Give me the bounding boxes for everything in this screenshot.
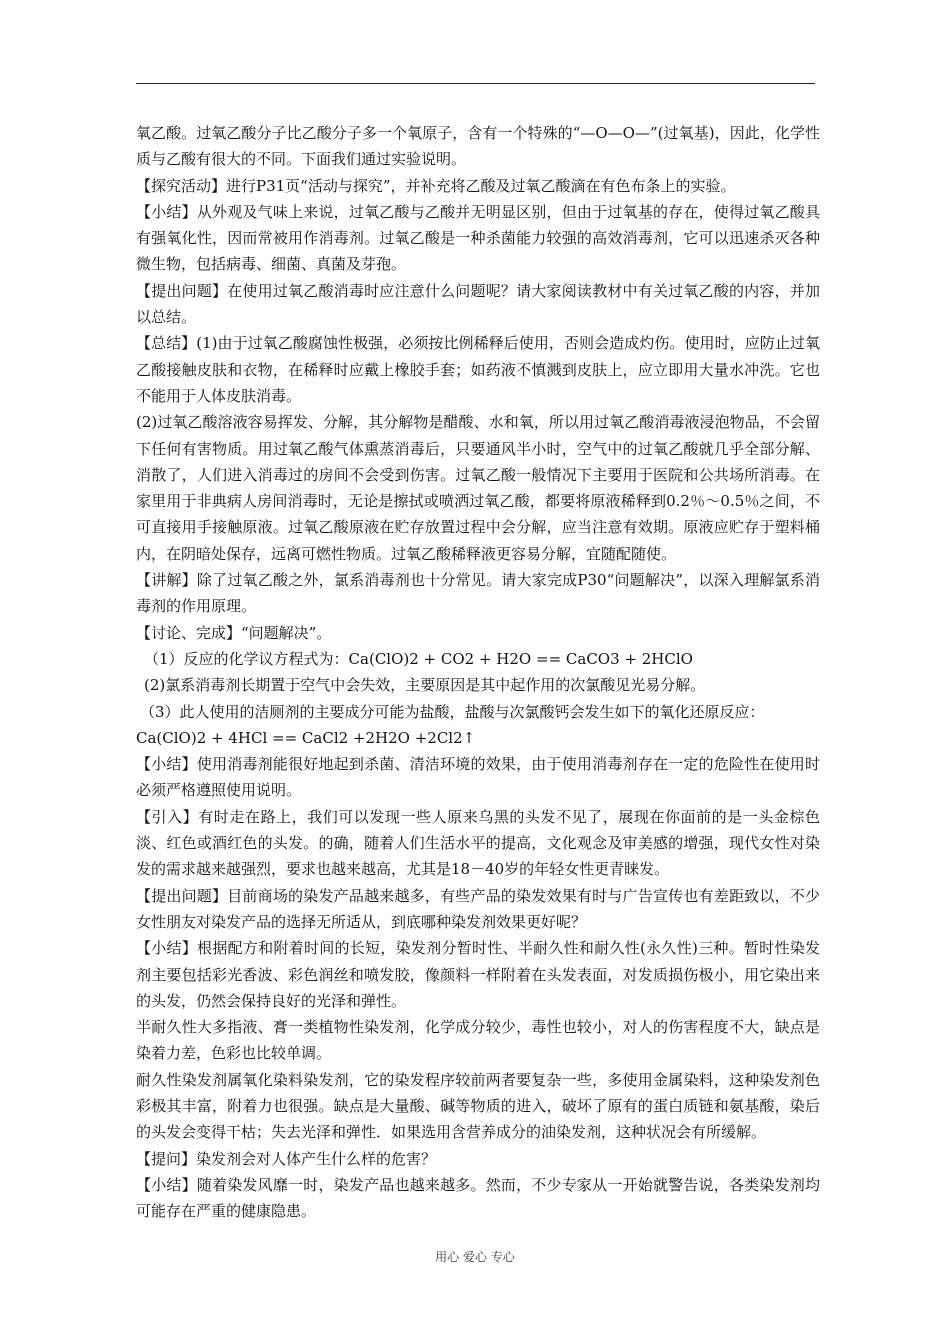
paragraph-conclusion-2: (2)过氧乙酸溶液容易挥发、分解，其分解物是醋酸、水和氧，所以用过氧乙酸消毒液浸泡物品，不会留下任何有害物质。用过氧乙酸气体熏蒸消毒后，只要通风半小时，空气中的过氧乙酸就几乎全部分解、消散了，人们进入消毒过的房间不会受到伤害。过氧乙酸一般情况下主要用于医院和公共场所消毒。在家里用于非典病人房间消毒时，无论是擦拭或喷洒过氧乙酸，都要将原液稀释到0.2％～0.5％之间，不可直接用手接触原液。过氧乙酸原液在贮存放置过程中会分解，应当注意有效期。原液应贮存于塑料桶内，在阴暗处保存，远离可燃性物质。过氧乙酸稀释液更容易分解，宜随配随使。 bbox=[136, 413, 820, 563]
header-rule bbox=[136, 83, 815, 84]
body-text bbox=[136, 120, 820, 1224]
paragraph-summary-disinfectant: 【小结】使用消毒剂能很好地起到杀菌、清洁环境的效果，由于使用消毒剂存在一定的危险性在使用时必须严格遵照使用说明。 bbox=[136, 755, 820, 800]
paragraph-summary-health-risk: 【小结】随着染发风靡一时，染发产品也越来越多。然而，不少专家从一开始就警告说，各类染发剂均可能存在严重的健康隐患。 bbox=[136, 1175, 820, 1221]
paragraph-conclusion-1: 【总结】(1)由于过氧乙酸腐蚀性极强，必须按比例稀释后使用，否则会造成灼伤。使用时，应防止过氧乙酸接触皮肤和衣物，在稀释时应戴上橡胶手套；如药液不慎溅到皮肤上，应立即用大量水冲洗。它也不能用于人体皮肤消毒。 bbox=[136, 334, 820, 405]
paragraph-question-hair-dye: 【提出问题】目前商场的染发产品越来越多，有些产品的染发效果有时与广告宣传也有差距致以，不少女性朋友对染发产品的选择无所适从，到底哪种染发剂效果更好呢？ bbox=[136, 886, 820, 931]
paragraph-intro-peracetic-acid: 氧乙酸。过氧乙酸分子比乙酸分子多一个氧原子，含有一个特殊的“—O—O—”(过氧基)，因此，化学性质与乙酸有很大的不同。下面我们通过实验说明。 bbox=[136, 124, 820, 169]
paragraph-discussion: 【讨论、完成】“问题解决”。 bbox=[136, 623, 332, 642]
paragraph-question-precautions: 【提出问题】在使用过氧乙酸消毒时应注意什么问题呢？请大家阅读教材中有关过氧乙酸的内容，并加以总结。 bbox=[136, 281, 820, 327]
paragraph-equation: Ca(ClO)2 + 4HCl == CaCl2 +2H2O +2Cl2↑ bbox=[136, 728, 476, 747]
paragraph-question-harm: 【提问】染发剂会对人体产生什么样的危害？ bbox=[136, 1149, 437, 1168]
paragraph-explanation-chlorine: 【讲解】除了过氧乙酸之外，氯系消毒剂也十分常见。请大家完成P30“问题解决”，以深入理解氯系消毒剂的作用原理。 bbox=[136, 571, 820, 616]
paragraph-permanent: 耐久性染发剂属氧化染料染发剂，它的染发程序较前两者要复杂一些，多使用金属染料，这种染发剂色彩极其丰富，附着力也很强。缺点是大量酸、碱等物质的进入，破坏了原有的蛋白质链和氨基酸，染后的头发会变得干枯；失去光泽和弹性．如果选用含营养成分的油染发剂，这种状况会有所缓解。 bbox=[136, 1070, 820, 1142]
paragraph-summary-dye-types: 【小结】根据配方和附着时间的长短，染发剂分暂时性、半耐久性和耐久性(永久性)三种。暂时性染发剂主要包括彩光香波、彩色润丝和喷发胶，像颜料一样附着在头发表面，对发质损伤极小，用它染出来的头发，仍然会保持良好的光泽和弹性。 bbox=[136, 939, 820, 1010]
page-footer: 用心 爱心 专心 bbox=[435, 1250, 515, 1264]
paragraph-answer-3: （3）此人使用的洁厕剂的主要成分可能为盐酸，盐酸与次氯酸钙会发生如下的氧化还原反应： bbox=[140, 702, 765, 721]
paragraph-answer-2: (2)氯系消毒剂长期置于空气中会失效，主要原因是其中起作用的次氯酸见光易分解。 bbox=[144, 676, 706, 695]
paragraph-inquiry-activity: 【探究活动】进行P31页“活动与探究”，并补充将乙酸及过氧乙酸滴在有色布条上的实验。 bbox=[136, 176, 736, 195]
paragraph-semi-permanent: 半耐久性大多指液、膏一类植物性染发剂，化学成分较少，毒性也较小，对人的伤害程度不大，缺点是染着力差，色彩也比较单调。 bbox=[136, 1018, 820, 1063]
paragraph-answer-1: （1）反应的化学议方程式为：Ca(ClO)2 + CO2 + H2O == CaCO3 + 2HClO bbox=[144, 649, 693, 668]
paragraph-summary-oxidation: 【小结】从外观及气味上来说，过氧乙酸与乙酸并无明显区别，但由于过氧基的存在，使得过氧乙酸具有强氧化性，因而常被用作消毒剂。过氧乙酸是一种杀菌能力较强的高效消毒剂，它可以迅速杀灭各种微生物，包括病毒、细菌、真菌及芽孢。 bbox=[136, 202, 820, 274]
paragraph-introduction-hair-dye: 【引入】有时走在路上，我们可以发现一些人原来乌黑的头发不见了，展现在你面前的是一头金棕色淡、红色或酒红色的头发。的确，随着人们生活水平的提高，文化观念及审美感的增强，现代女性对染发的需求越来越强烈，要求也越来越高，尤其是18－40岁的年轻女性更青睐发。 bbox=[136, 807, 820, 879]
